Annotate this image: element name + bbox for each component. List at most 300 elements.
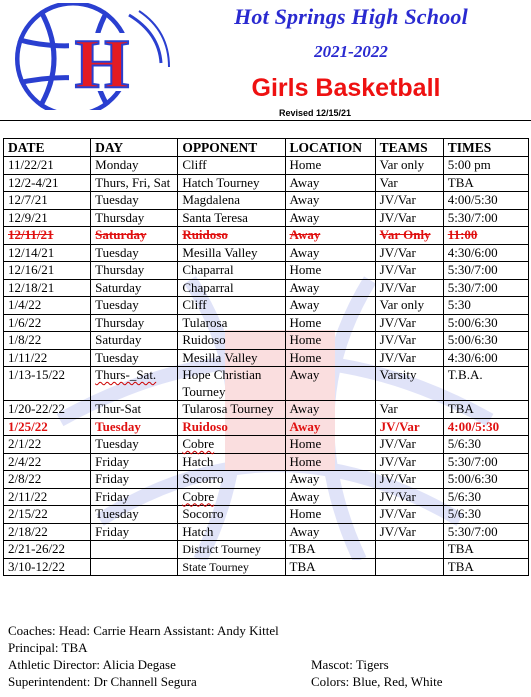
- day-text: Tuesday: [95, 244, 139, 260]
- cell-teams: [375, 279, 443, 297]
- cell-times: [443, 453, 528, 471]
- date-text: 2/4/22: [8, 453, 42, 469]
- cell-opponent: [178, 436, 285, 454]
- cell-opponent: [178, 192, 285, 210]
- table-row: [4, 227, 529, 245]
- times-text: 11:00: [447, 227, 478, 242]
- table-row: [4, 541, 529, 559]
- cell-teams: [375, 506, 443, 524]
- cell-opponent: [178, 349, 285, 367]
- cell-times: [443, 157, 528, 175]
- cell-teams: [375, 262, 443, 280]
- teams-text: Varsity: [379, 367, 417, 382]
- cell-times: [443, 523, 528, 541]
- opponent-text: Tularosa: [182, 314, 228, 330]
- cell-date: [4, 157, 91, 175]
- date-text: 2/1/22: [8, 436, 42, 451]
- cell-location: [285, 297, 375, 315]
- teams-text: JV/Var: [379, 262, 416, 277]
- cell-opponent: [178, 471, 285, 489]
- cell-day: [91, 367, 178, 401]
- table-row: [4, 401, 529, 419]
- cell-date: [4, 471, 91, 489]
- cell-times: [443, 488, 528, 506]
- opponent-text: Hatch Tourney: [182, 174, 260, 190]
- teams-text: JV/Var: [379, 453, 416, 469]
- cell-times: [443, 558, 528, 576]
- date-text: 1/13-15/22: [8, 367, 66, 382]
- date-text: 12/7/21: [8, 192, 48, 207]
- teams-text: Var Only: [379, 227, 431, 242]
- header-divider: [0, 120, 531, 121]
- cell-date: [4, 209, 91, 227]
- cell-date: [4, 488, 91, 506]
- cell-day: [91, 157, 178, 175]
- cell-times: [443, 471, 528, 489]
- cell-location: [285, 349, 375, 367]
- times-text: 5:30/7:00: [447, 523, 498, 539]
- cell-date: [4, 314, 91, 332]
- table-row: [4, 418, 529, 436]
- opponent-text: Cliff: [182, 297, 207, 312]
- date-text: 1/8/22: [8, 332, 42, 347]
- table-header-row: [4, 139, 529, 157]
- times-text: TBA: [447, 401, 474, 416]
- cell-day: [91, 453, 178, 471]
- cell-day: [91, 174, 178, 192]
- times-text: T.B.A.: [447, 367, 483, 382]
- location-text: Away: [289, 279, 320, 295]
- location-text: Away: [289, 209, 320, 225]
- times-text: 4:30/6:00: [447, 244, 498, 260]
- times-text: TBA: [447, 541, 474, 556]
- opponent-text: State Tourney: [182, 559, 249, 574]
- footer-row-super: [8, 673, 523, 690]
- location-text: Home: [289, 157, 322, 172]
- location-text: Home: [289, 332, 322, 347]
- cell-location: [285, 209, 375, 227]
- day-text: Thur-Sat: [95, 401, 142, 416]
- teams-text: JV/Var: [379, 244, 416, 260]
- location-text: Away: [289, 227, 321, 242]
- opponent-text: Hatch: [182, 523, 214, 539]
- footer-row-ad: [8, 656, 523, 673]
- table-row: [4, 244, 529, 262]
- date-text: 1/25/22: [8, 418, 48, 434]
- times-text: 5/6:30: [447, 506, 482, 521]
- cell-times: [443, 436, 528, 454]
- day-text: Friday: [95, 488, 130, 504]
- cell-times: [443, 401, 528, 419]
- opponent-text: Cobre: [182, 436, 215, 451]
- opponent-text: Tularosa Tourney: [182, 401, 274, 416]
- table-row: [4, 332, 529, 350]
- cell-times: [443, 418, 528, 436]
- cell-day: [91, 523, 178, 541]
- cell-day: [91, 262, 178, 280]
- opponent-text: Hatch: [182, 453, 214, 469]
- cell-times: [443, 541, 528, 559]
- table-row: [4, 523, 529, 541]
- teams-text: JV/Var: [379, 349, 416, 365]
- times-text: 5:00/6:30: [447, 332, 498, 347]
- cell-location: [285, 244, 375, 262]
- cell-day: [91, 401, 178, 419]
- cell-date: [4, 192, 91, 210]
- teams-text: JV/Var: [379, 523, 416, 539]
- col-day: DAY: [91, 139, 178, 157]
- cell-day: [91, 541, 178, 559]
- times-text: 4:00/5:30: [447, 192, 498, 207]
- teams-text: JV/Var: [379, 436, 416, 451]
- opponent-text: Ruidoso: [182, 227, 228, 242]
- opponent-text: Socorro: [182, 471, 224, 486]
- cell-teams: [375, 488, 443, 506]
- cell-opponent: [178, 227, 285, 245]
- times-text: 4:00/5:30: [447, 418, 500, 434]
- cell-opponent: [178, 297, 285, 315]
- cell-date: [4, 227, 91, 245]
- col-times: TIMES: [443, 139, 528, 157]
- cell-times: [443, 279, 528, 297]
- opponent-text: Ruidoso: [182, 418, 228, 434]
- cell-teams: [375, 192, 443, 210]
- teams-text: JV/Var: [379, 418, 420, 434]
- cell-location: [285, 523, 375, 541]
- table-row: [4, 192, 529, 210]
- cell-opponent: [178, 418, 285, 436]
- day-text: Thursday: [95, 262, 145, 277]
- cell-location: [285, 418, 375, 436]
- cell-location: [285, 192, 375, 210]
- cell-location: [285, 262, 375, 280]
- cell-day: [91, 209, 178, 227]
- cell-opponent: [178, 332, 285, 350]
- cell-opponent: [178, 541, 285, 559]
- times-text: 5:30/7:00: [447, 453, 498, 469]
- location-text: Away: [289, 367, 320, 382]
- times-text: 5:00/6:30: [447, 471, 498, 486]
- col-teams: TEAMS: [375, 139, 443, 157]
- times-text: 5:30: [447, 297, 471, 312]
- location-text: Away: [289, 471, 320, 486]
- header: [0, 0, 531, 122]
- mascot: Mascot: Tigers: [311, 657, 389, 672]
- table-row: [4, 279, 529, 297]
- cell-day: [91, 418, 178, 436]
- location-text: Home: [289, 349, 322, 365]
- opponent-text: Hope Christian Tourney: [182, 367, 262, 399]
- cell-day: [91, 349, 178, 367]
- revised-date: Revised 12/15/21: [278, 108, 352, 118]
- cell-teams: [375, 332, 443, 350]
- table-row: [4, 436, 529, 454]
- cell-date: [4, 367, 91, 401]
- cell-opponent: [178, 209, 285, 227]
- teams-text: Var only: [379, 157, 425, 172]
- date-text: 2/18/22: [8, 523, 48, 539]
- cell-date: [4, 262, 91, 280]
- location-text: Away: [289, 418, 321, 434]
- cell-location: [285, 279, 375, 297]
- day-text: Tuesday: [95, 349, 139, 365]
- cell-teams: [375, 523, 443, 541]
- cell-teams: [375, 367, 443, 401]
- date-text: 12/18/21: [8, 279, 55, 295]
- opponent-text: Santa Teresa: [182, 209, 248, 225]
- schedule-body: [4, 157, 529, 576]
- day-text: Thurs-_Sat.: [95, 367, 157, 382]
- date-text: 11/22/21: [8, 157, 54, 172]
- cell-day: [91, 332, 178, 350]
- cell-day: [91, 471, 178, 489]
- cell-teams: [375, 471, 443, 489]
- table-row: [4, 506, 529, 524]
- cell-times: [443, 349, 528, 367]
- table-row: [4, 471, 529, 489]
- cell-day: [91, 558, 178, 576]
- table-row: [4, 314, 529, 332]
- location-text: Away: [289, 174, 320, 190]
- cell-teams: [375, 349, 443, 367]
- day-text: Friday: [95, 453, 130, 469]
- schedule-table: [3, 138, 529, 576]
- cell-day: [91, 506, 178, 524]
- times-text: 5:00 pm: [447, 157, 491, 172]
- school-name: Hot Springs High School: [234, 4, 468, 29]
- date-text: 1/4/22: [8, 297, 42, 312]
- day-text: Thursday: [95, 314, 145, 330]
- times-text: 5:30/7:00: [447, 279, 498, 295]
- times-text: 5:30/7:00: [447, 262, 498, 277]
- table-row: [4, 262, 529, 280]
- cell-day: [91, 314, 178, 332]
- cell-day: [91, 192, 178, 210]
- cell-opponent: [178, 506, 285, 524]
- cell-date: [4, 541, 91, 559]
- cell-opponent: [178, 401, 285, 419]
- col-opponent: OPPONENT: [178, 139, 285, 157]
- cell-times: [443, 314, 528, 332]
- location-text: Home: [289, 506, 322, 521]
- cell-date: [4, 349, 91, 367]
- cell-times: [443, 332, 528, 350]
- cell-date: [4, 401, 91, 419]
- location-text: Home: [289, 262, 322, 277]
- cell-location: [285, 174, 375, 192]
- date-text: 1/20-22/22: [8, 401, 66, 416]
- footer: [8, 622, 523, 690]
- day-text: Tuesday: [95, 192, 139, 207]
- cell-teams: [375, 297, 443, 315]
- cell-teams: [375, 209, 443, 227]
- teams-text: JV/Var: [379, 332, 416, 347]
- day-text: Thurs, Fri, Sat: [95, 174, 171, 190]
- cell-day: [91, 279, 178, 297]
- day-text: Thursday: [95, 209, 145, 225]
- teams-text: JV/Var: [379, 192, 416, 207]
- cell-teams: [375, 157, 443, 175]
- table-row: [4, 453, 529, 471]
- cell-times: [443, 209, 528, 227]
- cell-opponent: [178, 174, 285, 192]
- cell-location: [285, 488, 375, 506]
- col-date: DATE: [4, 139, 91, 157]
- cell-location: [285, 558, 375, 576]
- opponent-text: Ruidoso: [182, 332, 226, 347]
- teams-text: Var: [379, 401, 398, 416]
- cell-teams: [375, 453, 443, 471]
- cell-times: [443, 297, 528, 315]
- cell-location: [285, 332, 375, 350]
- cell-date: [4, 332, 91, 350]
- cell-teams: [375, 558, 443, 576]
- day-text: Friday: [95, 523, 130, 539]
- cell-date: [4, 436, 91, 454]
- cell-location: [285, 471, 375, 489]
- times-text: TBA: [447, 174, 474, 190]
- cell-teams: [375, 244, 443, 262]
- day-text: Saturday: [95, 227, 147, 242]
- times-text: 5/6:30: [447, 488, 482, 504]
- date-text: 2/15/22: [8, 506, 48, 521]
- location-text: Away: [289, 192, 320, 207]
- cell-day: [91, 244, 178, 262]
- cell-teams: [375, 541, 443, 559]
- day-text: Monday: [95, 157, 139, 172]
- cell-opponent: [178, 488, 285, 506]
- cell-date: [4, 174, 91, 192]
- day-text: Tuesday: [95, 506, 139, 521]
- opponent-text: Mesilla Valley: [182, 349, 258, 365]
- cell-date: [4, 453, 91, 471]
- teams-text: JV/Var: [379, 471, 416, 486]
- date-text: 12/16/21: [8, 262, 55, 277]
- cell-times: [443, 227, 528, 245]
- cell-times: [443, 174, 528, 192]
- table-row: [4, 174, 529, 192]
- date-text: 12/2-4/21: [8, 174, 59, 190]
- location-text: Home: [289, 436, 322, 451]
- table-row: [4, 367, 529, 401]
- col-location: LOCATION: [285, 139, 375, 157]
- date-text: 1/6/22: [8, 314, 42, 330]
- opponent-text: Cobre: [182, 488, 215, 504]
- opponent-text: District Tourney: [182, 542, 261, 556]
- day-text: Tuesday: [95, 436, 139, 451]
- teams-text: Var only: [379, 297, 425, 312]
- date-text: 2/21-26/22: [8, 541, 66, 556]
- date-text: 3/10-12/22: [8, 558, 66, 574]
- cell-location: [285, 436, 375, 454]
- cell-teams: [375, 314, 443, 332]
- day-text: Friday: [95, 471, 130, 486]
- day-text: Tuesday: [95, 418, 141, 434]
- teams-text: JV/Var: [379, 314, 416, 330]
- table-row: [4, 297, 529, 315]
- location-text: TBA: [289, 541, 316, 556]
- cell-location: [285, 401, 375, 419]
- day-text: Saturday: [95, 332, 142, 347]
- cell-location: [285, 157, 375, 175]
- teams-text: JV/Var: [379, 279, 416, 295]
- cell-opponent: [178, 453, 285, 471]
- opponent-text: Magdalena: [182, 192, 241, 207]
- times-text: 4:30/6:00: [447, 349, 498, 365]
- location-text: Away: [289, 523, 320, 539]
- date-text: 12/14/21: [8, 244, 55, 260]
- cell-day: [91, 436, 178, 454]
- sport-title: Girls Basketball: [251, 74, 441, 102]
- cell-teams: [375, 418, 443, 436]
- cell-date: [4, 558, 91, 576]
- date-text: 2/11/22: [8, 488, 48, 504]
- table-row: [4, 157, 529, 175]
- opponent-text: Chaparral: [182, 279, 234, 295]
- cell-location: [285, 541, 375, 559]
- times-text: TBA: [447, 558, 474, 574]
- times-text: 5:00/6:30: [447, 314, 498, 330]
- cell-date: [4, 279, 91, 297]
- cell-day: [91, 488, 178, 506]
- day-text: Saturday: [95, 279, 142, 295]
- opponent-text: Socorro: [182, 506, 224, 521]
- table-row: [4, 349, 529, 367]
- cell-teams: [375, 436, 443, 454]
- cell-teams: [375, 174, 443, 192]
- cell-location: [285, 506, 375, 524]
- teams-text: JV/Var: [379, 209, 416, 225]
- cell-location: [285, 453, 375, 471]
- cell-date: [4, 418, 91, 436]
- date-text: 2/8/22: [8, 471, 42, 486]
- cell-times: [443, 367, 528, 401]
- superintendent: Superintendent: Dr Channell Segura: [8, 674, 197, 689]
- cell-date: [4, 523, 91, 541]
- date-text: 1/11/22: [8, 349, 48, 365]
- cell-teams: [375, 227, 443, 245]
- cell-times: [443, 262, 528, 280]
- date-text: 12/11/21: [8, 227, 54, 242]
- teams-text: JV/Var: [379, 506, 416, 521]
- teams-text: Var: [379, 174, 398, 190]
- day-text: Tuesday: [95, 297, 139, 312]
- cell-opponent: [178, 279, 285, 297]
- teams-text: JV/Var: [379, 488, 416, 504]
- basketball-logo-icon: [9, 3, 173, 110]
- cell-date: [4, 244, 91, 262]
- times-text: 5/6:30: [447, 436, 482, 451]
- location-text: TBA: [289, 558, 316, 574]
- location-text: Away: [289, 244, 320, 260]
- opponent-text: Cliff: [182, 157, 207, 172]
- logo-letter: H: [74, 26, 130, 103]
- cell-times: [443, 192, 528, 210]
- times-text: 5:30/7:00: [447, 209, 498, 225]
- location-text: Home: [289, 314, 322, 330]
- coaches: Coaches: Head: Carrie Hearn Assistant: Andy Kittel: [8, 623, 279, 638]
- school-colors: Colors: Blue, Red, White: [311, 674, 443, 689]
- cell-times: [443, 506, 528, 524]
- date-text: 12/9/21: [8, 209, 48, 225]
- cell-opponent: [178, 314, 285, 332]
- athletic-director: Athletic Director: Alicia Degase: [8, 657, 176, 672]
- cell-location: [285, 227, 375, 245]
- basketball-logo: [9, 3, 173, 110]
- cell-day: [91, 297, 178, 315]
- cell-opponent: [178, 523, 285, 541]
- location-text: Home: [289, 453, 322, 469]
